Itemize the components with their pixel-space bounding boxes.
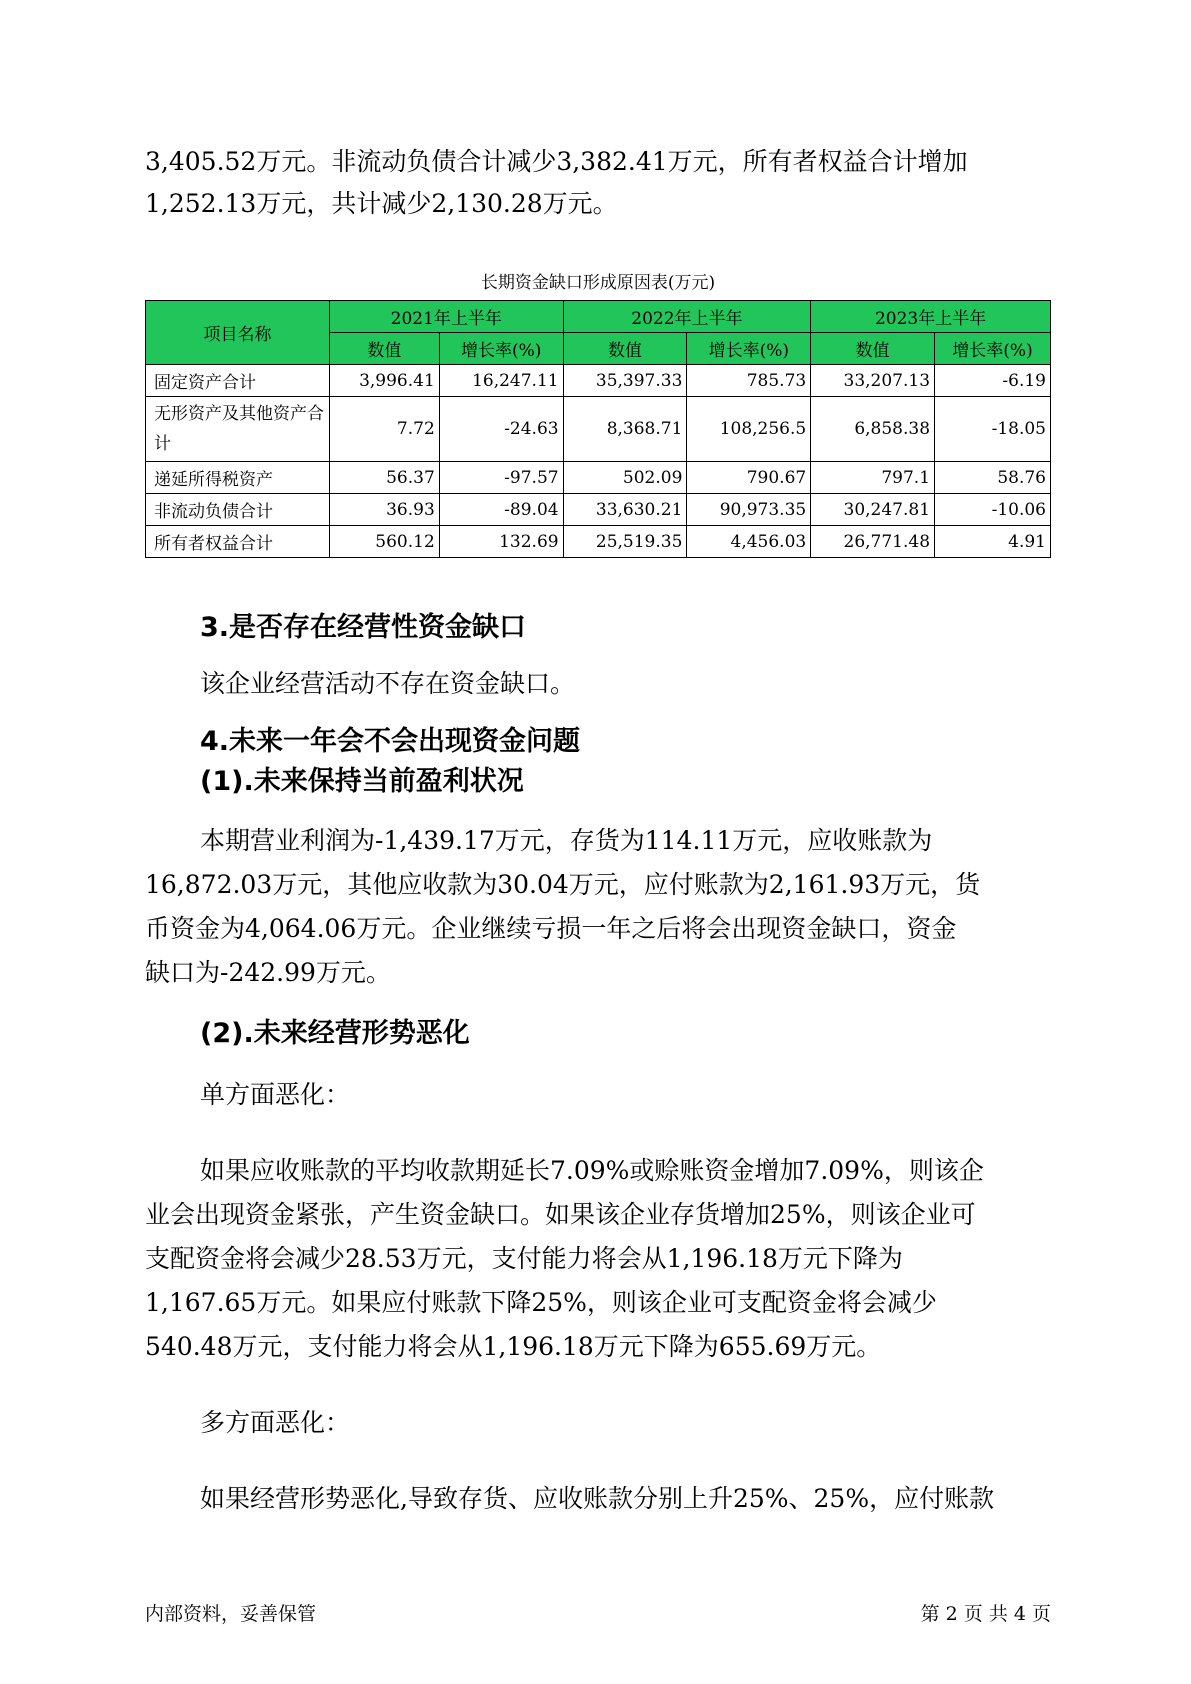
row-name: 非流动负债合计 bbox=[146, 494, 330, 526]
cell: 25,519.35 bbox=[563, 526, 687, 558]
cell: 6,858.38 bbox=[811, 397, 935, 462]
cell: 33,207.13 bbox=[811, 365, 935, 397]
header-period-2023: 2023年上半年 bbox=[811, 301, 1051, 333]
section-3-heading: 3.是否存在经营性资金缺口 bbox=[200, 612, 527, 643]
cell: 785.73 bbox=[687, 365, 811, 397]
multi-line-1: 如果经营形势恶化,导致存货、应收账款分别上升25%、25%，应付账款 bbox=[200, 1484, 995, 1513]
table-row bbox=[146, 526, 1051, 558]
header-growth: 增长率(%) bbox=[439, 333, 563, 365]
cell: 30,247.81 bbox=[811, 494, 935, 526]
header-value: 数值 bbox=[330, 333, 440, 365]
header-value: 数值 bbox=[811, 333, 935, 365]
cell: -97.57 bbox=[439, 462, 563, 494]
cell: 26,771.48 bbox=[811, 526, 935, 558]
cell: 90,973.35 bbox=[687, 494, 811, 526]
section-3-text: 该企业经营活动不存在资金缺口。 bbox=[200, 669, 576, 698]
cell: 33,630.21 bbox=[563, 494, 687, 526]
row-name: 固定资产合计 bbox=[146, 365, 330, 397]
single-aspect-label: 单方面恶化： bbox=[200, 1080, 351, 1109]
header-value: 数值 bbox=[563, 333, 687, 365]
cell: 35,397.33 bbox=[563, 365, 687, 397]
header-growth: 增长率(%) bbox=[687, 333, 811, 365]
cell: 58.76 bbox=[935, 462, 1051, 494]
footer-confidential: 内部资料，妥善保管 bbox=[145, 1603, 317, 1625]
cell: 132.69 bbox=[439, 526, 563, 558]
cell: 16,247.11 bbox=[439, 365, 563, 397]
table-row bbox=[146, 397, 1051, 462]
cell: 56.37 bbox=[330, 462, 440, 494]
cell: 7.72 bbox=[330, 397, 440, 462]
cell: 790.67 bbox=[687, 462, 811, 494]
header-period-2022: 2022年上半年 bbox=[563, 301, 811, 333]
cell: -24.63 bbox=[439, 397, 563, 462]
sub1-line-2: 16,872.03万元，其他应收款为30.04万元，应付账款为2,161.93万元，货 bbox=[145, 870, 981, 899]
cell: 4.91 bbox=[935, 526, 1051, 558]
row-name: 无形资产及其他资产合计 bbox=[146, 397, 330, 462]
cell: 4,456.03 bbox=[687, 526, 811, 558]
header-growth: 增长率(%) bbox=[935, 333, 1051, 365]
capital-gap-table bbox=[145, 300, 1051, 558]
sub1-line-3: 币资金为4,064.06万元。企业继续亏损一年之后将会出现资金缺口，资金 bbox=[145, 914, 957, 943]
cell: -6.19 bbox=[935, 365, 1051, 397]
table-row bbox=[146, 365, 1051, 397]
cell: 797.1 bbox=[811, 462, 935, 494]
intro-line-1: 3,405.52万元。非流动负债合计减少3,382.41万元，所有者权益合计增加 bbox=[145, 147, 968, 176]
intro-line-2: 1,252.13万元，共计减少2,130.28万元。 bbox=[145, 189, 618, 218]
cell: 560.12 bbox=[330, 526, 440, 558]
row-name: 递延所得税资产 bbox=[146, 462, 330, 494]
section-4-heading: 4.未来一年会不会出现资金问题 bbox=[200, 726, 581, 757]
single-line-1: 如果应收账款的平均收款期延长7.09%或赊账资金增加7.09%，则该企 bbox=[200, 1156, 984, 1185]
footer-page-number: 第 2 页 共 4 页 bbox=[920, 1603, 1051, 1625]
header-period-2021: 2021年上半年 bbox=[330, 301, 564, 333]
table-row bbox=[146, 462, 1051, 494]
table-row bbox=[146, 494, 1051, 526]
cell: 36.93 bbox=[330, 494, 440, 526]
cell: 502.09 bbox=[563, 462, 687, 494]
cell: -10.06 bbox=[935, 494, 1051, 526]
cell: -18.05 bbox=[935, 397, 1051, 462]
header-item-name: 项目名称 bbox=[146, 301, 330, 365]
cell: 8,368.71 bbox=[563, 397, 687, 462]
multi-aspect-label: 多方面恶化： bbox=[200, 1408, 351, 1437]
single-line-3: 支配资金将会减少28.53万元，支付能力将会从1,196.18万元下降为 bbox=[145, 1244, 903, 1273]
subsection-2-heading: (2).未来经营形势恶化 bbox=[200, 1018, 470, 1049]
cell: -89.04 bbox=[439, 494, 563, 526]
sub1-line-1: 本期营业利润为-1,439.17万元，存货为114.11万元，应收账款为 bbox=[200, 826, 933, 855]
row-name: 所有者权益合计 bbox=[146, 526, 330, 558]
single-line-5: 540.48万元，支付能力将会从1,196.18万元下降为655.69万元。 bbox=[145, 1332, 882, 1361]
cell: 108,256.5 bbox=[687, 397, 811, 462]
subsection-1-heading: (1).未来保持当前盈利状况 bbox=[200, 766, 524, 797]
single-line-2: 业会出现资金紧张，产生资金缺口。如果该企业存货增加25%，则该企业可 bbox=[145, 1200, 976, 1229]
single-line-4: 1,167.65万元。如果应付账款下降25%，则该企业可支配资金将会减少 bbox=[145, 1288, 937, 1317]
table-caption: 长期资金缺口形成原因表(万元) bbox=[480, 273, 716, 293]
sub1-line-4: 缺口为-242.99万元。 bbox=[145, 958, 391, 987]
cell: 3,996.41 bbox=[330, 365, 440, 397]
